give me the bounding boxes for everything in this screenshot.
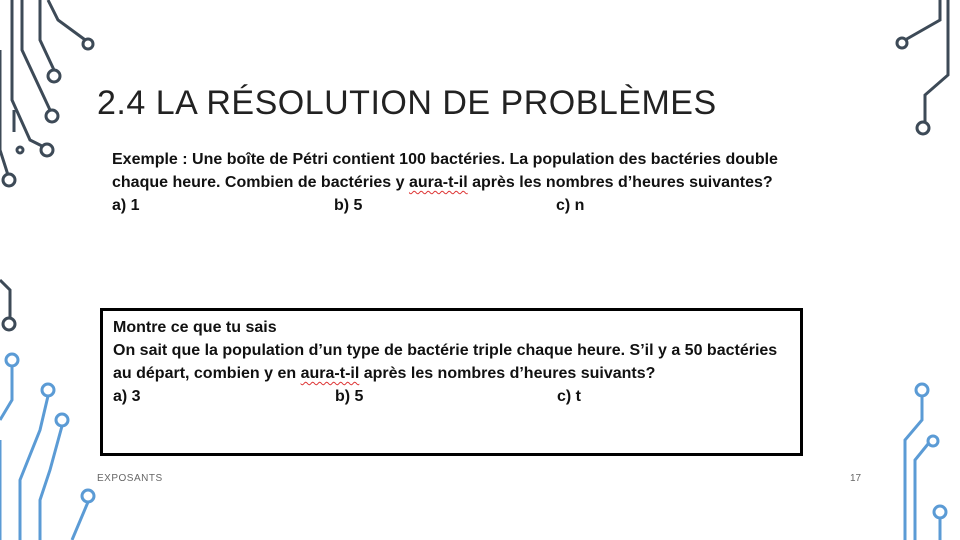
example-option-b: b) 5 — [334, 197, 363, 214]
practice-content — [113, 316, 793, 408]
practice-options — [113, 385, 793, 408]
example-line-1: Exemple : Une boîte de Pétri contient 100 bactéries. La population des bactéries double — [112, 151, 778, 168]
example-problem — [112, 148, 802, 217]
practice-heading: Montre ce que tu sais — [113, 319, 277, 336]
practice-box — [100, 308, 803, 456]
slide-title: 2.4 LA RÉSOLUTION DE PROBLÈMES — [97, 84, 717, 122]
circuit-top-left — [0, 0, 93, 186]
example-option-a: a) 1 — [112, 197, 140, 214]
practice-option-b: b) 5 — [335, 388, 364, 405]
practice-option-a: a) 3 — [113, 388, 141, 405]
practice-line-2-end: après les nombres d’heures suivants? — [359, 365, 656, 382]
practice-line-2-start: au départ, combien y en — [113, 365, 301, 382]
practice-line-2 — [113, 362, 793, 385]
example-line-2-start: chaque heure. Combien de bactéries y — [112, 174, 409, 191]
practice-line-1: On sait que la population d’un type de bactérie triple chaque heure. S’il y a 50 bactéries — [113, 342, 778, 359]
example-line-2 — [112, 171, 802, 194]
page-number: 17 — [850, 473, 862, 484]
spellcheck-marked-word: aura-t-il — [300, 365, 360, 382]
circuit-top-right — [897, 0, 948, 134]
circuit-bottom-right — [905, 384, 946, 540]
footer-label: EXPOSANTS — [97, 473, 163, 484]
example-options — [112, 194, 802, 217]
example-option-c: c) n — [556, 197, 585, 214]
spellcheck-marked-word: aura-t-il — [408, 174, 468, 191]
practice-option-c: c) t — [557, 388, 581, 405]
circuit-bottom-left — [0, 354, 94, 540]
example-line-2-end: après les nombres d’heures suivantes? — [467, 174, 773, 191]
circuit-mid-left — [0, 280, 15, 330]
